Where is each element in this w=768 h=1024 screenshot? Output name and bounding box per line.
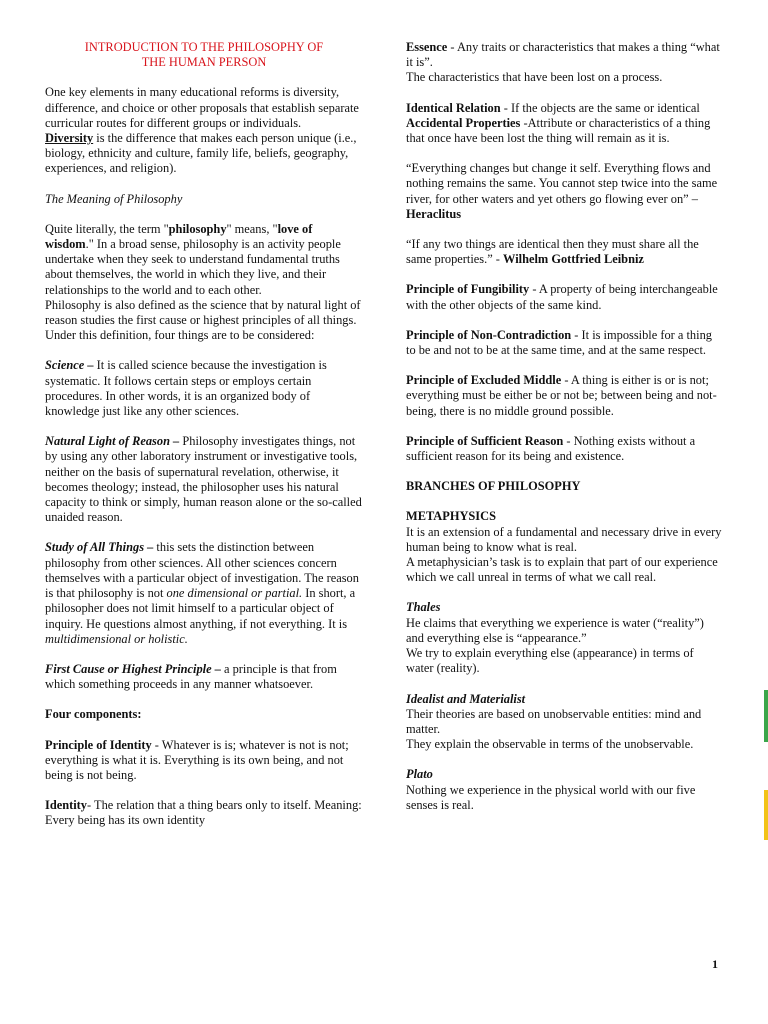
leibniz-quote-text: “If any two things are identical then they must share all the same properties.” - — [406, 237, 699, 267]
heraclitus-quote — [406, 161, 724, 222]
lit-e: ." In a broad sense, philosophy is an activity people undertake when they seek to understand fundamental truths about themselves, the world in which they live, and their relationships to the world and to each other. — [45, 237, 341, 297]
thales-heading — [406, 600, 724, 615]
acc-text: -Attribute or characteristics of a thing that once have been lost the thing will remain as it is. — [406, 115, 711, 146]
idrel-term: Identical Relation — [406, 100, 501, 115]
heraclitus-name: Heraclitus — [406, 206, 462, 221]
thales-text: Thales — [406, 600, 441, 615]
non-contradiction-paragraph — [406, 328, 724, 358]
study-italic-1: one dimensional or partial. — [166, 586, 303, 601]
idrel-text: - If the objects are the same or identical — [500, 100, 700, 115]
title-line-1: INTRODUCTION TO THE PHILOSOPHY OF — [84, 40, 324, 54]
intro-paragraph: One key elements in many educational reforms is diversity, difference, and choice or other proposals that establish separate curricular routes for different groups or individuals. — [45, 85, 359, 130]
metaphysics-heading — [406, 509, 724, 524]
sufficient-reason-paragraph — [406, 434, 724, 464]
first-cause-paragraph — [45, 662, 363, 692]
thales-paragraph-2: We try to explain everything else (appearance) in terms of water (reality). — [406, 646, 694, 676]
study-term: Study of All Things – — [45, 540, 154, 555]
study-paragraph — [45, 540, 363, 646]
fung-text: - A property of being interchangeable with the other objects of the same kind. — [406, 282, 718, 312]
plato-paragraph: Nothing we experience in the physical world with our five senses is real. — [406, 782, 696, 812]
lit-b: philosophy — [168, 221, 227, 236]
nc-text: - It is impossible for a thing to be and not to be at the same time, and at the same respect. — [406, 327, 712, 358]
page-number: 1 — [712, 957, 718, 971]
diversity-term: Diversity — [45, 131, 94, 146]
meaning-heading-text: The Meaning of Philosophy — [45, 191, 183, 206]
science-paragraph — [45, 358, 363, 419]
leibniz-name: Wilhelm Gottfried Leibniz — [503, 252, 644, 267]
study-text-2: In short, a philosopher does not limit himself to a particular object of inquiry. He questions almost anything, if not everything. It is — [45, 586, 356, 631]
document-title — [45, 0, 363, 70]
diversity-paragraph — [45, 131, 363, 177]
metaphysics-paragraph-1: It is an extension of a fundamental and necessary drive in every human being to know what is real. — [406, 524, 722, 554]
em-text: - A thing is either is or is not; everything must be either be or not be; between being and not-being, there is no middle ground possible. — [406, 373, 717, 418]
identity-term: Identity — [45, 798, 87, 813]
idealist-heading — [406, 692, 724, 707]
left-column — [45, 0, 363, 829]
fc-term: First Cause or Highest Principle – — [45, 661, 221, 676]
science-text: It is called science because the investigation is systematic. It follows certain steps or employs certain procedures. In other words, it is an organized body of knowledge just like any other sciences. — [45, 358, 327, 419]
plato-heading — [406, 767, 724, 782]
leibniz-quote — [406, 237, 724, 267]
metaphysics-text: METAPHYSICS — [406, 509, 496, 524]
idealist-paragraph-2: They explain the observable in terms of the unobservable. — [406, 737, 694, 752]
essence-text-2: The characteristics that have been lost on a process. — [406, 70, 663, 85]
title-line-2: THE HUMAN PERSON — [141, 55, 267, 70]
four-components-text: Four components: — [45, 707, 142, 722]
branches-heading — [406, 479, 724, 494]
definition-paragraph: Philosophy is also defined as the science that by natural light of reason studies the first cause or highest principles of all things. Under this definition, four things are to be considered: — [45, 297, 361, 343]
identity-text: - The relation that a thing bears only to itself. Meaning: Every being has its own identity — [45, 798, 362, 828]
branches-text: BRANCHES OF PHILOSOPHY — [406, 479, 581, 494]
excluded-middle-paragraph — [406, 373, 724, 419]
literal-paragraph — [45, 222, 363, 298]
poi-term: Principle of Identity — [45, 737, 152, 752]
four-components-heading — [45, 707, 363, 722]
accidental-paragraph — [406, 116, 724, 146]
sr-text: - Nothing exists without a sufficient reason for its being and existence. — [406, 433, 696, 464]
study-text-1: this sets the distinction between philosophy from other sciences. All other sciences concern themselves with a particular object of investigation. The reason is that philosophy is not — [45, 540, 359, 601]
essence-term: Essence — [406, 40, 448, 54]
metaphysics-paragraph-2: A metaphysician’s task is to explain that part of our experience which we call unreal in terms of what we call real. — [406, 555, 718, 585]
fung-term: Principle of Fungibility — [406, 282, 530, 297]
science-term: Science – — [45, 358, 94, 373]
principle-identity-paragraph — [45, 738, 363, 784]
right-column — [406, 0, 724, 813]
study-italic-2: multidimensional or holistic. — [45, 631, 188, 646]
lit-d: love of wisdom — [45, 221, 313, 252]
poi-text: - Whatever is is; whatever is not is not; everything is what it is. Everything is its own being, and not being is not being. — [45, 737, 349, 782]
nc-term: Principle of Non-Contradiction — [406, 327, 572, 342]
meaning-heading — [45, 192, 363, 207]
essence-text: - Any traits or characteristics that makes a thing “what it is”. — [406, 40, 720, 70]
identical-relation-paragraph — [406, 101, 724, 116]
em-term: Principle of Excluded Middle — [406, 373, 562, 388]
fungibility-paragraph — [406, 282, 724, 312]
heraclitus-quote-text: “Everything changes but change it self. Everything flows and nothing remains the same. You cannot step twice into the same river, for other waters and yet others go flowing ever on” – — [406, 161, 718, 206]
nlr-term: Natural Light of Reason – — [45, 434, 180, 449]
fc-text: a principle is that from which something proceeds in any manner whatsoever. — [45, 661, 337, 692]
plato-text: Plato — [406, 767, 433, 782]
acc-term: Accidental Properties — [406, 115, 521, 130]
diversity-text: is the difference that makes each person unique (i.e., biology, ethnicity and culture, family life, beliefs, geography, experiences, and religion). — [45, 131, 357, 176]
sr-term: Principle of Sufficient Reason — [406, 433, 564, 448]
identity-paragraph — [45, 798, 363, 828]
natural-light-paragraph — [45, 434, 363, 525]
idealist-paragraph-1: Their theories are based on unobservable entities: mind and matter. — [406, 706, 702, 736]
green-edge-marker — [764, 690, 768, 742]
lit-a: Quite literally, the term " — [45, 221, 169, 236]
lit-c: " means, " — [226, 221, 278, 236]
yellow-edge-marker — [764, 790, 768, 840]
essence-paragraph — [406, 40, 724, 86]
nlr-text: Philosophy investigates things, not by using any other laboratory instrument or investigative tools, neither on the basis of supernatural revelation, otherwise, it becomes theology; instead, the philosopher uses his natural capacity to think or simply, human reason alone or the so-called unaided reason. — [45, 434, 362, 525]
thales-paragraph-1: He claims that everything we experience is water (“reality”) and everything else is “appearance.” — [406, 615, 704, 645]
idealist-text: Idealist and Materialist — [406, 691, 526, 706]
